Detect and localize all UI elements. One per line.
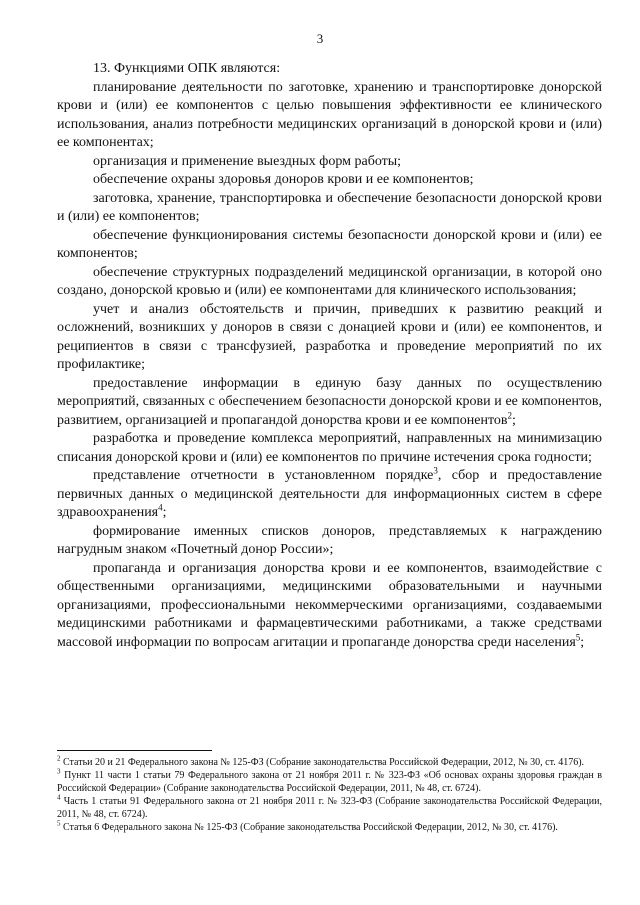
item-text: обеспечение структурных подразделений медицинской организации, в которой оно создано, донорской кровью и (или) ее компонентами для клинического использования; [57,264,602,298]
section-title: Функциями ОПК являются: [114,61,281,76]
list-item [57,153,602,172]
page-number: 3 [316,31,324,46]
list-item [57,264,602,301]
list-item [57,171,602,190]
footnote-ref: 2 [507,409,512,420]
item-text: представление отчетности в установленном порядке [93,468,434,483]
document-body [57,60,602,652]
footnote-ref: 4 [158,502,163,513]
list-item [57,467,602,523]
footnote-mark: 2 [57,754,61,763]
item-text-tail: ; [162,505,167,520]
footnote-text: Статьи 20 и 21 Федерального закона № 125-ФЗ (Собрание законодательства Российской Федерации, 2012, № 30, ст. 4176). [60,757,585,768]
section-number: 13. [93,61,111,76]
list-item [57,375,602,431]
list-item [57,430,602,467]
item-text: разработка и проведение комплекса мероприятий, направленных на минимизацию списания донорской крови и (или) ее компонентов по причине истечения срока годности; [57,431,602,465]
list-item [57,523,602,560]
footnote-mark: 4 [57,793,61,802]
footnote-ref: 5 [575,631,581,642]
list-item [57,190,602,227]
item-text: предоставление информации в единую базу данных по осуществлению мероприятий, связанных с обеспечением безопасности донорской крови и ее компонентов, развитием, организацией и пропагандой донорства крови и ее компонентов [57,375,602,428]
item-text: формирование именных списков доноров, представляемых к награждению нагрудным знаком «Почетный донор России»; [57,523,602,557]
footnote-ref: 3 [433,465,438,476]
item-text: обеспечение функционирования системы безопасности донорской крови и (или) ее компонентов; [57,227,602,261]
footnote-mark: 5 [57,819,61,828]
item-text: заготовка, хранение, транспортировка и обеспечение безопасности донорской крови и (или) ее компонентов; [57,190,602,224]
section-heading [57,60,602,79]
footnote [57,769,602,795]
footnote-text: Часть 1 статьи 91 Федерального закона от 21 ноября 2011 г. № 323-ФЗ (Собрание законодательства Российской Федерации, 2011, № 48, ст. 6724). [57,796,602,820]
footnote-mark: 3 [57,767,61,776]
list-item [57,301,602,375]
footnote-text: Пункт 11 части 1 статьи 79 Федерального закона от 21 ноября 2011 г. № 323-ФЗ «Об основах охраны здоровья граждан в Российской Федерации» (Собрание законодательства Российской Федерации, 2011, № 48, ст. 6724). [57,770,602,794]
footnote-separator [57,750,212,751]
footnotes [57,756,602,834]
item-text-tail: ; [580,634,585,650]
item-text-tail: ; [512,412,516,428]
list-item [57,79,602,153]
item-text: организация и применение выездных форм работы; [93,153,402,169]
item-text: учет и анализ обстоятельств и причин, приведших к развитию реакций и осложнений, возникших у доноров в связи с донацией крови и (или) ее компонентов, и реципиентов в связи с трансфузией, разработка и проведение мероприятий по их профилактике; [57,301,602,372]
footnote [57,756,602,769]
footnote [57,795,602,821]
footnote [57,821,602,834]
list-item [57,560,602,653]
item-text: пропаганда и организация донорства крови и ее компонентов, взаимодействие с общественными организациями, медицинскими образовательными и научными организациями, профессиональными некоммерческими организациями, создаваемыми медицинскими работниками и фармацевтическими работниками, а также средствами массовой информации по вопросам агитации и пропаганде донорства среди населения [57,560,602,650]
item-text: обеспечение охраны здоровья доноров крови и ее компонентов; [93,172,474,187]
footnote-text: Статья 6 Федерального закона № 125-ФЗ (Собрание законодательства Российской Федерации, 2012, № 30, ст. 4176). [60,822,558,833]
item-text-tail: , сбор и предоставление первичных данных о медицинской деятельности для информационных систем в сфере здравоохранения [57,468,602,520]
list-item [57,227,602,264]
item-text: планирование деятельности по заготовке, хранению и транспортировке донорской крови и (или) ее компонентов с целью повышения эффективности ее клинического использования, анализ потребности медицинских организаций в донорской крови и (или) ее компонентах; [57,79,602,150]
